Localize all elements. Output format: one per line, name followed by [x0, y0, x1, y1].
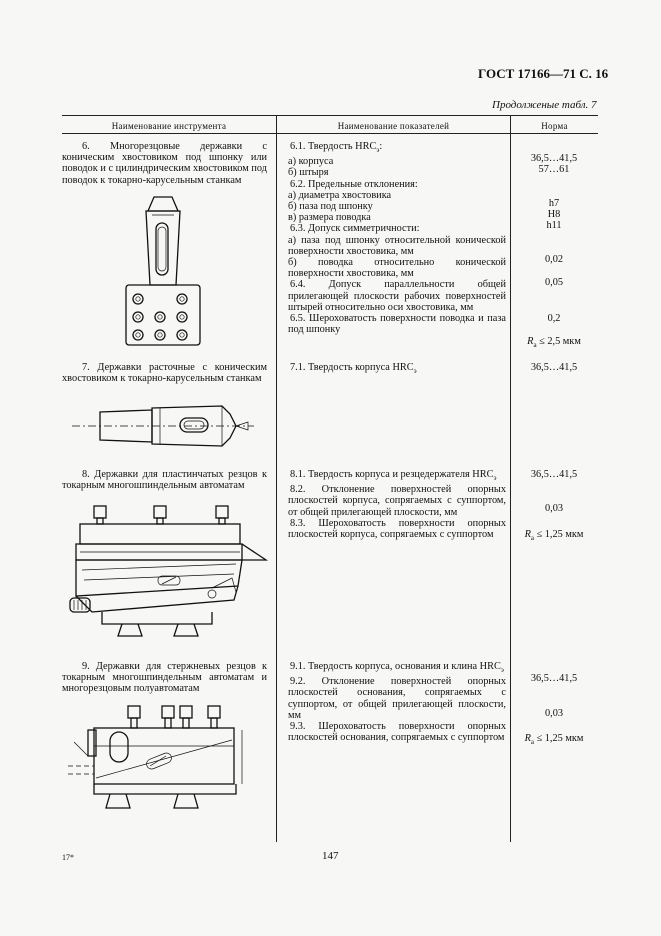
- column-divider: [510, 115, 511, 842]
- indicator-9-2: 9.2. Отклонение поверхностей опорных плоскостей основания, сопрягаемых с суппортом, от общей прилегающей плоскости, мм: [288, 676, 506, 721]
- plate-tool-holder-drawing: [62, 500, 272, 650]
- indicator-8-2: 8.2. Отклонение поверхностей опорных плоскостей корпуса, сопрягаемых с суппортом, от общей прилегающей плоскости, мм: [288, 484, 506, 518]
- hrc-subscript: э: [376, 146, 380, 155]
- document-reference: ГОСТ 17166—71 С. 16: [478, 66, 609, 81]
- indicator-list-9: 9.1. Твердость корпуса, основания и клина $HRC_э$ 9.2. Отклонение поверхностей опорных плоскостей основания, сопрягаемых с суппортом, от общей прилегающей плоскости, мм 9.3. Шероховатость поверхности опорных плоскостей основания, сопрягаемых с суппортом: [288, 661, 506, 744]
- continued-table-caption: Продолженые табл. 7: [492, 99, 597, 111]
- table-top-rule: [62, 115, 598, 116]
- indicator-6-2b: б) паза под шпонку: [288, 201, 373, 213]
- indicator-6-2a: а) диаметра хвостовика: [288, 189, 392, 201]
- norm-6-3a: 0,02: [544, 254, 564, 265]
- norm-9-1: 36,5…41,5: [530, 673, 578, 684]
- indicator-6-2c: в) размера поводка: [288, 212, 371, 224]
- norm-6-1b: 57…61: [538, 164, 570, 175]
- norm-6-2c: h11: [546, 220, 562, 231]
- norm-9-2: 0,03: [544, 708, 564, 719]
- norm-7-1: 36,5…41,5: [530, 362, 578, 373]
- multi-tool-holder-drawing: [118, 193, 218, 353]
- norm-9-3: $R_a \le 1,25$ мкм: [524, 733, 584, 747]
- column-divider: [276, 115, 277, 842]
- indicator-6-5: 6.5. Шероховатость поверхности поводка и паза под шпонку: [288, 313, 506, 336]
- indicator-list-8: 8.1. Твердость корпуса и резцедержателя $HRC_э$ 8.2. Отклонение поверхностей опорных плоскостей корпуса, сопрягаемых с суппортом, от общей прилегающей плоскости, мм 8.3. Шероховатость поверхности опорных плоскостей корпуса, сопрягаемых с суппортом: [288, 469, 506, 541]
- norm-6-2a: h7: [548, 198, 560, 209]
- tool-name-6: 6. Многорезцовые державки с коническим хвостовиком под шпонку или поводок и с цилиндрическим хвостовиком под поводок к токарно-карусельным станкам: [62, 141, 267, 186]
- norm-6-3b: 0,05: [544, 277, 564, 288]
- norm-6-1a: 36,5…41,5: [530, 153, 578, 164]
- footer-signature-mark: 17*: [62, 853, 74, 862]
- indicator-6-1b: б) штыря: [288, 167, 329, 179]
- tool-name-8: 8. Державки для пластинчатых резцов к токарным многошпиндельным автоматам: [62, 469, 267, 492]
- norm-6-4: 0,2: [547, 313, 561, 324]
- column-header-tool: Наименование инструмента: [111, 121, 227, 131]
- page-number: 147: [322, 850, 339, 862]
- indicator-6-2: 6.2. Предельные отклонения:: [290, 178, 418, 190]
- ra-symbol: R: [527, 336, 534, 347]
- indicator-9-3: 9.3. Шероховатость поверхности опорных плоскостей основания, сопрягаемых с суппортом: [288, 721, 506, 744]
- column-header-indicator: Наименование показателей: [337, 121, 450, 131]
- indicator-9-1: 9.1. Твердость корпуса, основания и клина HRC: [290, 661, 501, 672]
- indicator-list-6: 6.1. Твердость $HRC_э$: а) корпуса б) штыря 6.2. Предельные отклонения: а) диаметра хвостовика б) паза под шпонку в) размера поводка 6.3. Допуск симметричности: а) паза под шпонку относительной конической поверхности хвостовика, мм б) поводка относительно конической поверхности хвостовика, мм 6.4. Допуск параллельности общей прилегающей плоскости рабочих поверхностей штырей относительно оси хвостовика, мм 6.5. Шероховатость поверхности поводка и паза под шпонку: [288, 141, 506, 336]
- bar-tool-holder-drawing: [66, 700, 256, 840]
- norm-6-2b: H8: [547, 209, 561, 220]
- column-header-norm: Норма: [541, 121, 568, 131]
- indicator-7-1: 7.1. Твердость корпуса $HRC_э$: [290, 362, 417, 376]
- indicator-6-1a: а) корпуса: [288, 156, 334, 168]
- boring-bar-drawing: [72, 400, 257, 450]
- norm-8-3: $R_a \le 1,25$ мкм: [524, 529, 584, 543]
- table-header-rule: [62, 133, 598, 134]
- norm-8-2: 0,03: [544, 503, 564, 514]
- norm-8-1: 36,5…41,5: [530, 469, 578, 480]
- indicator-6-3b: б) поводка относительно конической поверхности хвостовика, мм: [288, 257, 506, 280]
- tool-name-9: 9. Державки для стержневых резцов к токарным многошпиндельным автоматам и многорезцовым полуавтоматам: [62, 661, 267, 695]
- indicator-6-1: 6.1. Твердость HRC: [290, 141, 377, 152]
- indicator-6-4: 6.4. Допуск параллельности общей прилегающей плоскости рабочих поверхностей штырей относительно оси хвостовика, мм: [288, 279, 506, 313]
- indicator-6-3: 6.3. Допуск симметричности:: [290, 223, 420, 235]
- indicator-6-3a: а) паза под шпонку относительной конической поверхности хвостовика, мм: [288, 234, 506, 257]
- indicator-8-3: 8.3. Шероховатость поверхности опорных плоскостей корпуса, сопрягаемых с суппортом: [288, 517, 506, 541]
- indicator-8-1: 8.1. Твердость корпуса и резцедержателя HRC: [290, 469, 494, 480]
- tool-name-7: 7. Державки расточные с коническим хвостовиком к токарно-карусельным станкам: [62, 362, 267, 385]
- norm-6-5: $R_a \le 2,5$ мкм: [527, 336, 581, 350]
